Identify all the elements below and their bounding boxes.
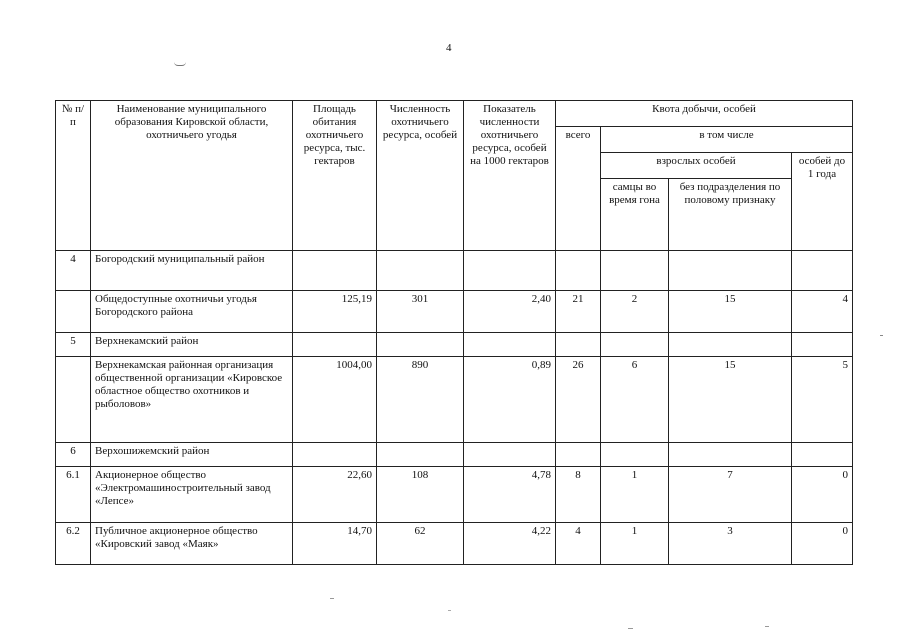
row-density: 2,40 — [464, 291, 556, 333]
row-count: 62 — [377, 523, 464, 565]
header-quota: Квота добычи, особей — [556, 101, 853, 127]
table-row — [56, 523, 853, 565]
row-num: 6.2 — [56, 523, 91, 565]
row-density: 4,22 — [464, 523, 556, 565]
row-name: Верхнекамская районная организация общественной организации «Кировское областное общество охотников и рыболовов» — [91, 357, 293, 443]
row-males — [601, 443, 669, 467]
header-name: Наименование муниципального образования Кировской области, охотничьего угодья — [91, 101, 293, 251]
row-total: 4 — [556, 523, 601, 565]
row-nosex: 7 — [669, 467, 792, 523]
table-row — [56, 443, 853, 467]
row-density — [464, 443, 556, 467]
row-total — [556, 251, 601, 291]
page-number: 4 — [446, 42, 452, 54]
row-count — [377, 333, 464, 357]
row-nosex — [669, 251, 792, 291]
row-num: 5 — [56, 333, 91, 357]
row-nosex — [669, 443, 792, 467]
row-num: 4 — [56, 251, 91, 291]
row-nosex — [669, 333, 792, 357]
scan-mark — [330, 598, 334, 599]
row-count — [377, 443, 464, 467]
row-total: 21 — [556, 291, 601, 333]
row-males: 2 — [601, 291, 669, 333]
row-males: 1 — [601, 523, 669, 565]
scan-mark — [628, 628, 633, 629]
header-total: всего — [556, 127, 601, 251]
row-name: Общедоступные охотничьи угодья Богородского района — [91, 291, 293, 333]
row-area: 1004,00 — [293, 357, 377, 443]
row-area: 14,70 — [293, 523, 377, 565]
scan-mark — [880, 335, 883, 336]
row-males: 6 — [601, 357, 669, 443]
row-area — [293, 251, 377, 291]
row-nosex: 15 — [669, 291, 792, 333]
row-total — [556, 443, 601, 467]
header-adults: взрослых особей — [601, 153, 792, 179]
row-name: Богородский муниципальный район — [91, 251, 293, 291]
scan-mark — [174, 62, 186, 66]
row-young — [792, 251, 853, 291]
header-including: в том числе — [601, 127, 853, 153]
header-num: № п/п — [56, 101, 91, 251]
scan-mark — [448, 610, 451, 611]
row-area: 22,60 — [293, 467, 377, 523]
row-density — [464, 333, 556, 357]
row-area — [293, 333, 377, 357]
row-num: 6.1 — [56, 467, 91, 523]
row-density — [464, 251, 556, 291]
row-nosex: 3 — [669, 523, 792, 565]
row-young: 0 — [792, 523, 853, 565]
row-name: Верхошижемский район — [91, 443, 293, 467]
row-males: 1 — [601, 467, 669, 523]
row-count — [377, 251, 464, 291]
row-area: 125,19 — [293, 291, 377, 333]
row-total: 8 — [556, 467, 601, 523]
row-name: Верхнекамский район — [91, 333, 293, 357]
table-row — [56, 291, 853, 333]
row-count: 890 — [377, 357, 464, 443]
table-row — [56, 357, 853, 443]
header-males-rut: самцы во время гона — [601, 179, 669, 251]
row-young — [792, 333, 853, 357]
header-no-sex-division: без подразделения по половому признаку — [669, 179, 792, 251]
row-density: 4,78 — [464, 467, 556, 523]
row-total: 26 — [556, 357, 601, 443]
table-row — [56, 251, 853, 291]
row-name: Акционерное общество «Электромашиностроительный завод «Лепсе» — [91, 467, 293, 523]
row-males — [601, 333, 669, 357]
row-num — [56, 357, 91, 443]
row-density: 0,89 — [464, 357, 556, 443]
scan-mark — [765, 626, 769, 627]
row-num: 6 — [56, 443, 91, 467]
row-total — [556, 333, 601, 357]
table-row — [56, 467, 853, 523]
row-num — [56, 291, 91, 333]
row-young: 4 — [792, 291, 853, 333]
header-area: Площадь обитания охотничьего ресурса, тыс. гектаров — [293, 101, 377, 251]
row-count: 301 — [377, 291, 464, 333]
row-count: 108 — [377, 467, 464, 523]
row-young: 0 — [792, 467, 853, 523]
row-males — [601, 251, 669, 291]
row-name: Публичное акционерное общество «Кировский завод «Маяк» — [91, 523, 293, 565]
quota-table — [55, 100, 853, 565]
header-density: Показатель численности охотничьего ресурса, особей на 1000 гектаров — [464, 101, 556, 251]
row-nosex: 15 — [669, 357, 792, 443]
row-area — [293, 443, 377, 467]
table-row — [56, 333, 853, 357]
row-young — [792, 443, 853, 467]
header-young: особей до 1 года — [792, 153, 853, 251]
row-young: 5 — [792, 357, 853, 443]
header-count: Численность охотничьего ресурса, особей — [377, 101, 464, 251]
